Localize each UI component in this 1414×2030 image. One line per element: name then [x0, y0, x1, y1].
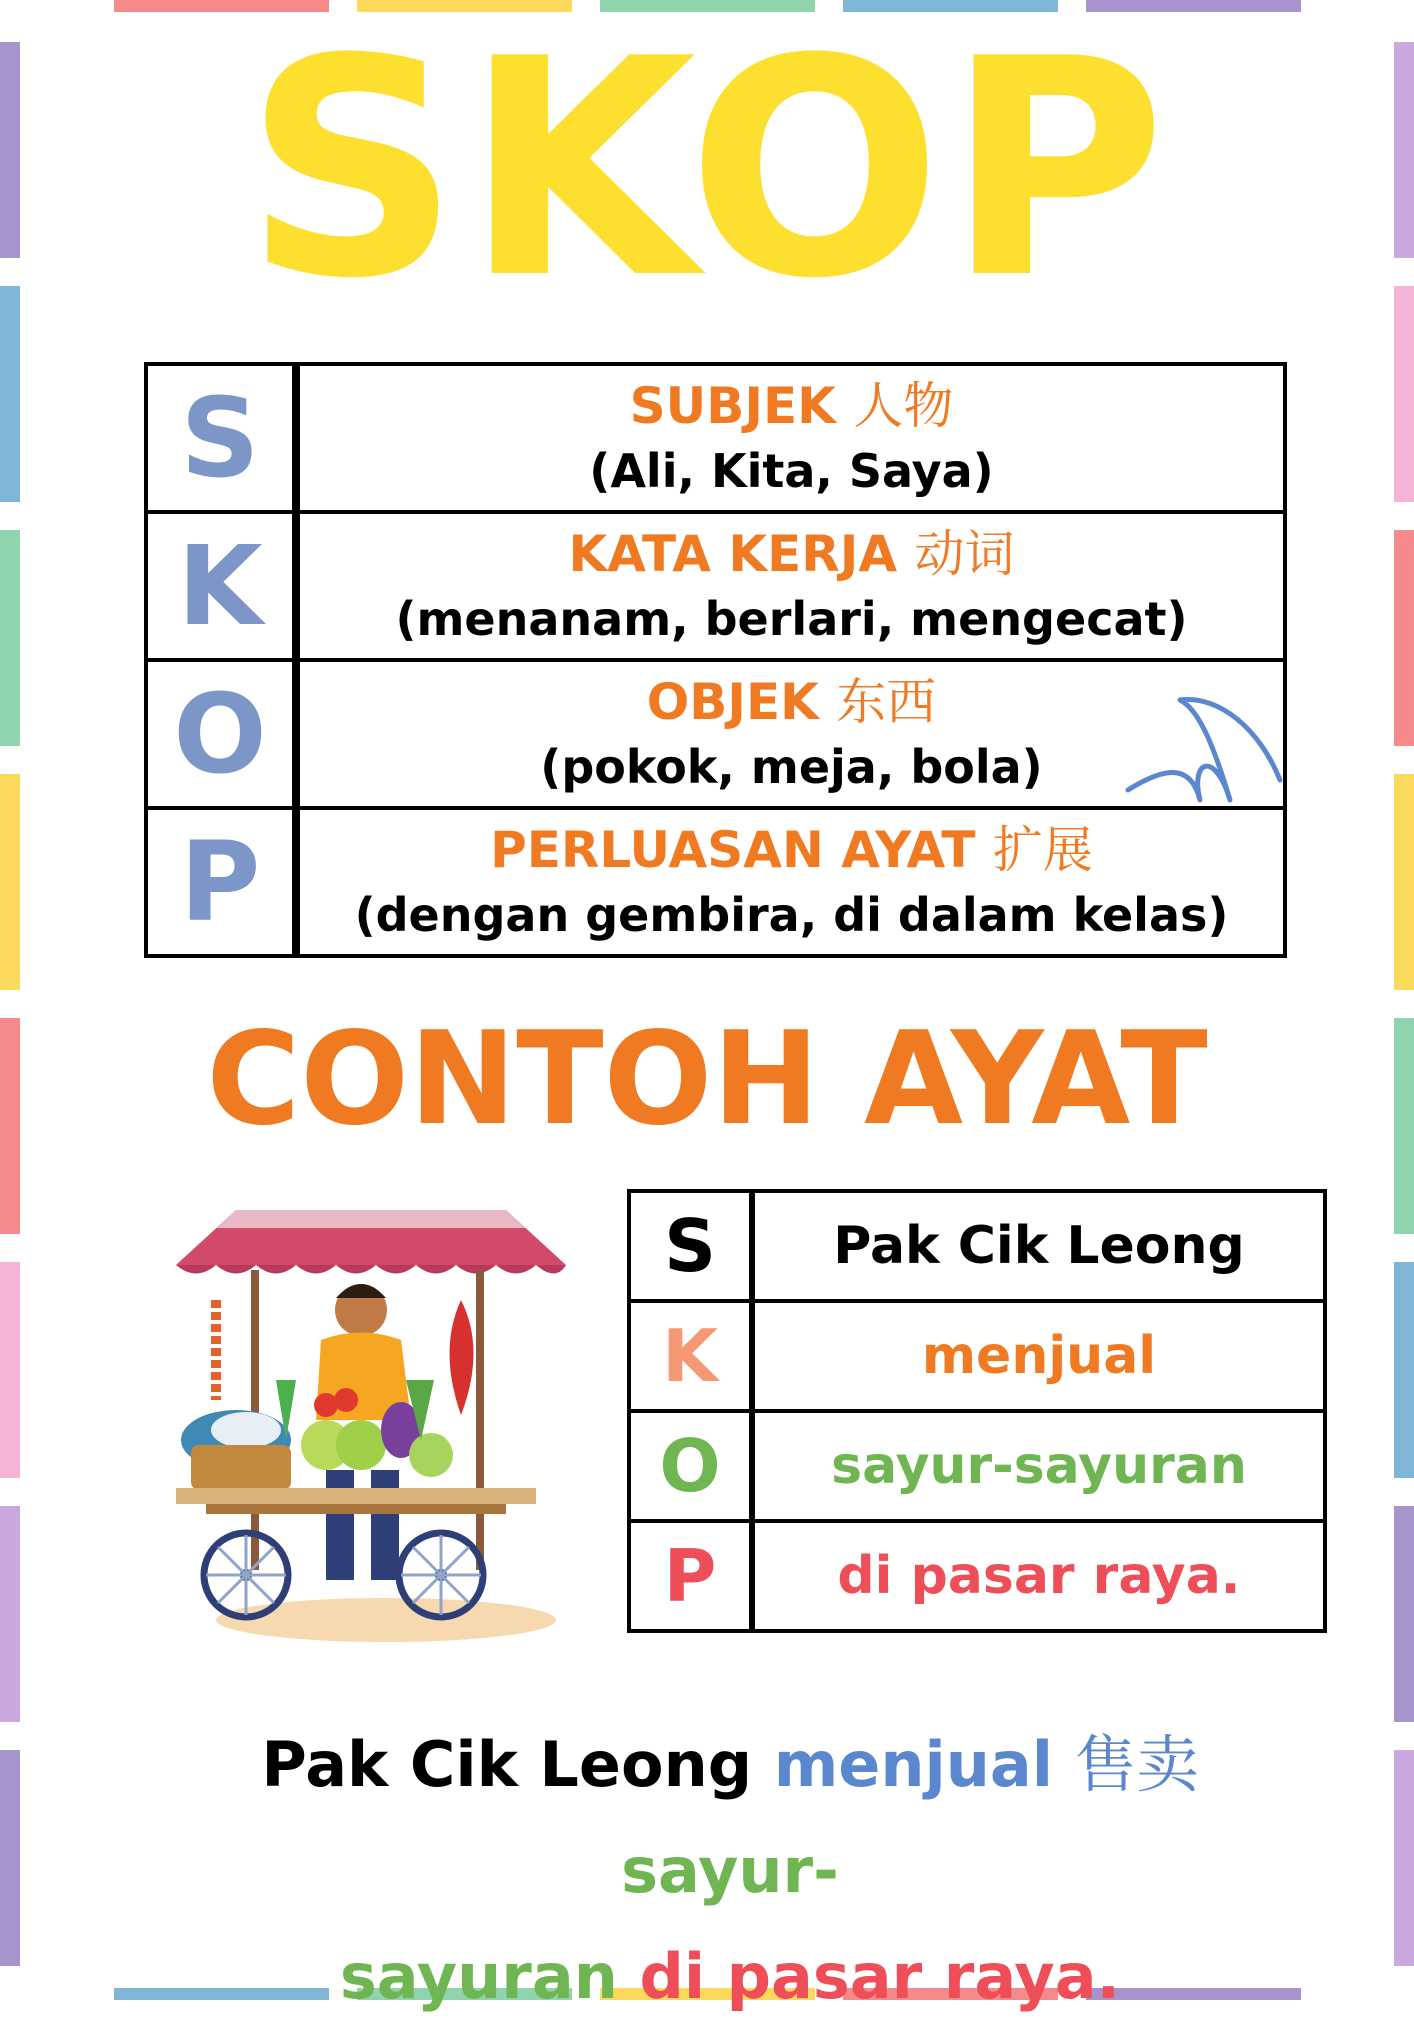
- category-label: SUBJEK: [629, 377, 836, 435]
- skop-row-p: [146, 808, 1285, 956]
- skop-description: [296, 512, 1285, 660]
- skop-letter: O: [146, 660, 296, 808]
- example-letter: K: [629, 1301, 752, 1411]
- example-letter: P: [629, 1521, 752, 1631]
- category-chinese: 人物: [853, 377, 954, 435]
- category-chinese: 东西: [836, 673, 937, 731]
- vendor-cart-illustration: [176, 1190, 576, 1650]
- skop-table: [144, 362, 1287, 958]
- category-label: KATA KERJA: [568, 525, 898, 583]
- example-sentence: [190, 1712, 1270, 2030]
- example-table: [627, 1189, 1327, 1633]
- skop-letter: P: [146, 808, 296, 956]
- category-examples: (pokok, meja, bola): [540, 740, 1043, 794]
- sentence-verb-chinese: 售卖: [1074, 1728, 1199, 1801]
- skop-row-o: [146, 660, 1285, 808]
- category-chinese: 动词: [914, 525, 1015, 583]
- category-label: OBJEK: [646, 673, 819, 731]
- example-word: Pak Cik Leong: [752, 1191, 1325, 1301]
- scribble-doodle: [1120, 690, 1290, 840]
- sentence-extension: di pasar raya.: [639, 1940, 1121, 2013]
- example-row-o: [629, 1411, 1325, 1521]
- skop-row-k: [146, 512, 1285, 660]
- example-word: di pasar raya.: [752, 1521, 1325, 1631]
- category-examples: (menanam, berlari, mengecat): [395, 592, 1188, 646]
- example-word: sayur-sayuran: [752, 1411, 1325, 1521]
- sentence-subject: Pak Cik Leong: [261, 1728, 753, 1801]
- category-examples: (Ali, Kita, Saya): [589, 444, 994, 498]
- category-label: PERLUASAN AYAT: [490, 821, 976, 879]
- example-letter: O: [629, 1411, 752, 1521]
- page-title: SKOP: [244, 0, 1170, 344]
- example-word: menjual: [752, 1301, 1325, 1411]
- sentence-verb: menjual: [773, 1728, 1053, 1801]
- example-row-k: [629, 1301, 1325, 1411]
- example-heading: CONTOH AYAT: [206, 1005, 1208, 1154]
- skop-letter: S: [146, 364, 296, 512]
- skop-letter: K: [146, 512, 296, 660]
- example-row-p: [629, 1521, 1325, 1631]
- skop-description: [296, 364, 1285, 512]
- sentence-object-part2: sayuran: [339, 1940, 618, 2013]
- example-letter: S: [629, 1191, 752, 1301]
- category-examples: (dengan gembira, di dalam kelas): [354, 888, 1229, 942]
- skop-row-s: [146, 364, 1285, 512]
- example-row-s: [629, 1191, 1325, 1301]
- category-chinese: 扩展: [992, 821, 1093, 879]
- sentence-object-part1: sayur-: [621, 1834, 839, 1907]
